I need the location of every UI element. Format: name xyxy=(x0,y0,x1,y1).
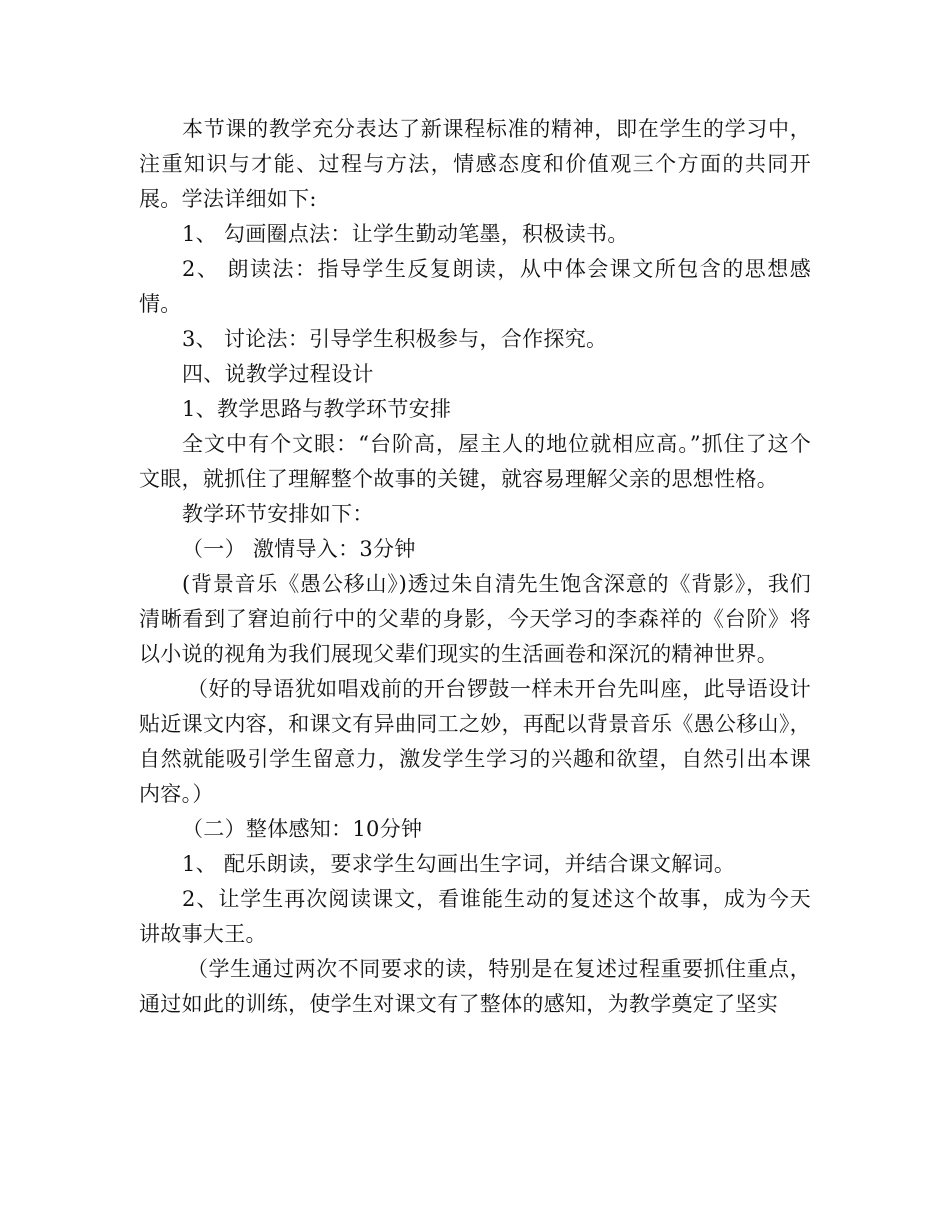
section-heading-4: 四、说教学过程设计 xyxy=(182,362,374,386)
paragraph-text-eye: 全文中有个文眼：“台阶高，屋主人的地位就相应高。”抓住了这个文眼，就抓住了理解整个故事的关键，就容易理解父亲的思想性格。 xyxy=(139,432,811,491)
paragraph-intro: 本节课的教学充分表达了新课程标准的精神，即在学生的学习中，注重知识与才能、过程与方法，情感态度和价值观三个方面的共同开展。学法详细如下: xyxy=(139,117,811,211)
step-heading-2: （二）整体感知：10分钟 xyxy=(182,817,423,841)
list-item-method-1: 1、 勾画圈点法：让学生勤动笔墨，积极读书。 xyxy=(182,222,629,246)
document-body xyxy=(139,112,811,1022)
list-item-reading-2: 2、让学生再次阅读课文，看谁能生动的复述这个故事，成为今天讲故事大王。 xyxy=(139,887,811,946)
list-item-method-3: 3、 讨论法：引导学生积极参与，合作探究。 xyxy=(182,327,608,351)
list-item-method-2: 2、 朗读法：指导学生反复朗读，从中体会课文所包含的思想感情。 xyxy=(139,257,811,316)
step-heading-1: （一） 激情导入：3分钟 xyxy=(182,537,416,561)
paragraph-intro-music: (背景音乐《愚公移山》)透过朱自清先生饱含深意的《背影》，我们清晰看到了窘迫前行中的父辈的身影，今天学习的李森祥的《台阶》将以小说的视角为我们展现父辈们现实的生活画卷和深沉的精神世界。 xyxy=(139,572,811,666)
list-item-reading-1: 1、 配乐朗读，要求学生勾画出生字词，并结合课文解词。 xyxy=(182,852,736,876)
paragraph-note-intro: （好的导语犹如唱戏前的开台锣鼓一样未开台先叫座，此导语设计贴近课文内容，和课文有异曲同工之妙，再配以背景音乐《愚公移山》，自然就能吸引学生留意力，激发学生学习的兴趣和欲望，自然引出本课内容。） xyxy=(139,677,811,806)
paragraph-arrangement: 教学环节安排如下： xyxy=(182,502,374,526)
subsection-heading-1: 1、教学思路与教学环节安排 xyxy=(182,397,452,421)
paragraph-note-reading: （学生通过两次不同要求的读，特别是在复述过程重要抓住重点，通过如此的训练，使学生对课文有了整体的感知，为教学奠定了坚实 xyxy=(139,957,811,1016)
